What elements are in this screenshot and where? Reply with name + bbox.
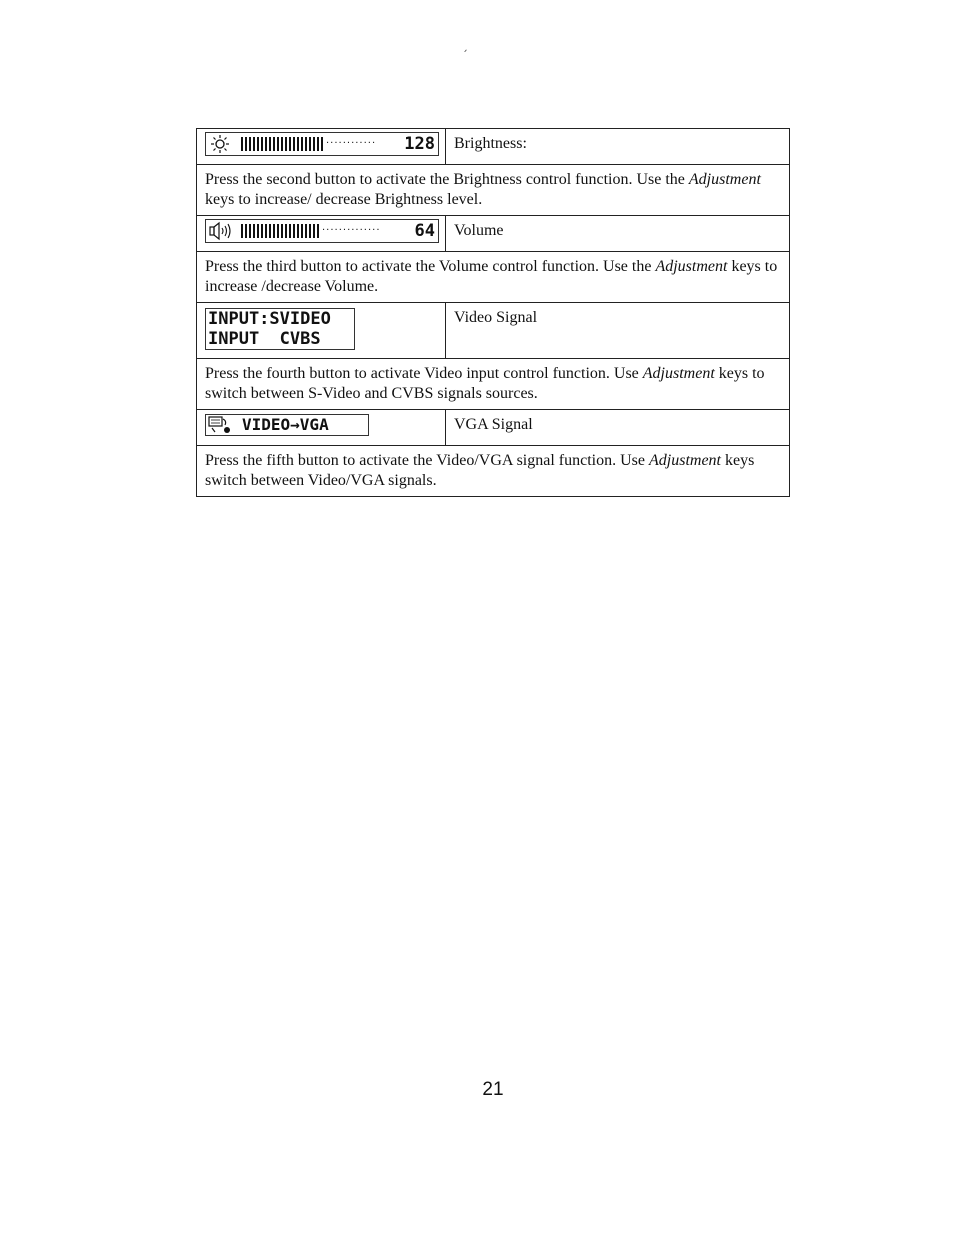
video-signal-osd-cell xyxy=(197,303,446,359)
video-signal-label: Video Signal xyxy=(446,303,790,359)
level-tick xyxy=(305,137,307,151)
video-signal-row xyxy=(197,303,790,359)
level-tick xyxy=(261,224,263,238)
vga-signal-row xyxy=(197,410,790,446)
level-tick xyxy=(301,137,303,151)
brightness-osd-cell xyxy=(197,129,446,165)
level-tick xyxy=(313,224,315,238)
level-tick xyxy=(265,224,267,238)
level-tick xyxy=(257,224,259,238)
vga-signal-description: Press the fifth button to activate the Video/VGA signal function. Use Adjustment keys switch between Video/VGA signals. xyxy=(197,446,790,497)
level-tick xyxy=(241,224,243,238)
level-tick xyxy=(297,137,299,151)
volume-value: 64 xyxy=(414,221,435,241)
level-tick xyxy=(309,137,311,151)
level-tick xyxy=(253,137,255,151)
level-tick xyxy=(257,137,259,151)
brightness-row xyxy=(197,129,790,165)
volume-osd-display xyxy=(205,219,439,243)
level-tick xyxy=(277,224,279,238)
level-tick xyxy=(261,137,263,151)
volume-description-row xyxy=(197,252,790,303)
level-tick xyxy=(301,224,303,238)
brightness-description-row xyxy=(197,165,790,216)
level-tick xyxy=(313,137,315,151)
level-tick xyxy=(317,137,319,151)
volume-description: Press the third button to activate the Volume control function. Use the Adjustment keys to increase /decrease Volume. xyxy=(197,252,790,303)
monitor-icon xyxy=(208,416,232,434)
level-tick xyxy=(293,137,295,151)
level-tick xyxy=(293,224,295,238)
level-tick xyxy=(245,137,247,151)
brightness-level-bar xyxy=(241,136,376,152)
level-tick xyxy=(277,137,279,151)
level-tick xyxy=(281,224,283,238)
level-tick xyxy=(285,224,287,238)
level-tick xyxy=(321,137,323,151)
brightness-value: 128 xyxy=(404,134,435,154)
level-tick xyxy=(249,137,251,151)
level-tick xyxy=(273,224,275,238)
video-signal-description-row xyxy=(197,359,790,410)
level-tick xyxy=(309,224,311,238)
brightness-label: Brightness: xyxy=(446,129,790,165)
level-tick xyxy=(305,224,307,238)
level-tick xyxy=(297,224,299,238)
level-tick xyxy=(241,137,243,151)
level-tick xyxy=(289,137,291,151)
brightness-osd-display xyxy=(205,132,439,156)
speaker-icon xyxy=(209,221,233,241)
level-tick xyxy=(245,224,247,238)
level-tick xyxy=(317,224,319,238)
video-signal-description: Press the fourth button to activate Video input control function. Use Adjustment keys to switch between S-Video and CVBS signals sources. xyxy=(197,359,790,410)
level-remaining: ·············· xyxy=(322,225,381,236)
page-number: 21 xyxy=(482,1079,504,1100)
vga-osd-display xyxy=(205,414,369,436)
brightness-description: Press the second button to activate the Brightness control function. Use the Adjustment keys to increase/ decrease Brightness level. xyxy=(197,165,790,216)
video-input-osd-display xyxy=(205,308,355,350)
level-tick xyxy=(273,137,275,151)
stray-mark: ˏ xyxy=(462,38,468,52)
vga-signal-label: VGA Signal xyxy=(446,410,790,446)
level-tick xyxy=(281,137,283,151)
level-tick xyxy=(265,137,267,151)
osd-function-table xyxy=(196,128,790,497)
volume-label: Volume xyxy=(446,216,790,252)
vga-signal-osd-cell xyxy=(197,410,446,446)
video-vga-text: VIDEO→VGA xyxy=(242,415,329,434)
level-tick xyxy=(249,224,251,238)
level-tick xyxy=(269,137,271,151)
level-tick xyxy=(289,224,291,238)
level-remaining: ············ xyxy=(326,138,377,149)
input-cvbs-line: INPUT CVBS xyxy=(208,329,321,349)
level-tick xyxy=(269,224,271,238)
input-svideo-line: INPUT:SVIDEO xyxy=(208,309,331,329)
volume-row xyxy=(197,216,790,252)
volume-level-bar xyxy=(241,223,381,239)
volume-osd-cell xyxy=(197,216,446,252)
vga-signal-description-row xyxy=(197,446,790,497)
sun-icon xyxy=(209,134,233,154)
level-tick xyxy=(253,224,255,238)
level-tick xyxy=(285,137,287,151)
